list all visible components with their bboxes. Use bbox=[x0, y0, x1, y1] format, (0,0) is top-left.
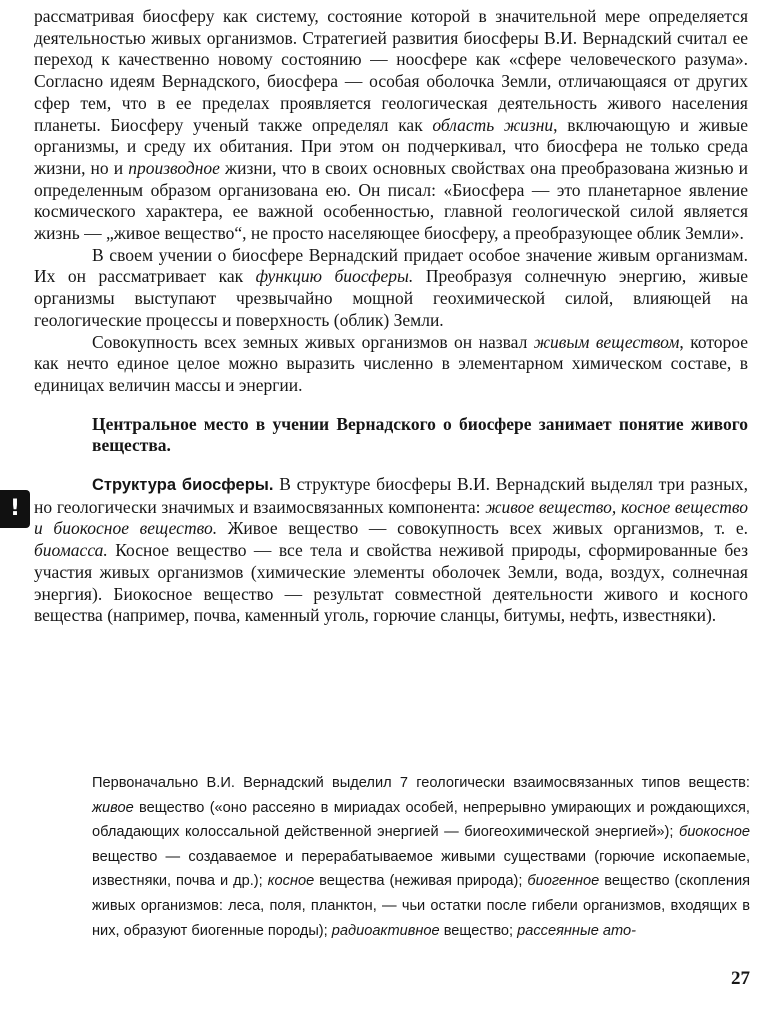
key-statement: Центральное место в учении Вернадского о биосфере занимает понятие живого вещества. bbox=[92, 413, 748, 456]
paragraph-biosphere-structure: Структура биосферы. В структуре биосферы В.И. Вернадский выделял три разных, но геологически значимых и взаимосвязанных компонента: живое вещество, косное вещество и биокосное вещество. Живое вещество — совокупность всех живых организмов, т. е. биомасса. Косное вещество — все тела и свойства неживой природы, сформированные без участия живых организмов (химические элементы оболочек Земли, вода, воздух, солнечная энергия). Биокосное вещество — результат совместной деятельности живого и косного вещества (например, почва, каменный уголь, горючие сланцы, битумы, нефть, известняки). bbox=[34, 474, 748, 626]
note-text: Первоначально В.И. Вернадский выделил 7 геологически взаимосвязанных типов веществ: живое вещество («оно рассеяно в мириадах особей, непрерывно умирающих и рождающихся, обладающих колоссальной действенной энергией — биогеохимической энергией»); биокосное вещество — создаваемое и перерабатываемое живыми существами (горючие ископаемые, известняки, почва и др.); косное вещества (неживая природа); биогенное вещество (скопления живых организмов: леса, поля, планктон, — чьи остатки после гибели организмов, входящих в них, образуют биогенные породы); радиоактивное вещество; рассеянные ато- bbox=[92, 775, 750, 939]
paragraph-living-matter: Совокупность всех земных живых организмов он назвал живым веществом, которое как нечто единое целое можно выразить численно в элементарном химическом составе, в единицах величин массы и энергии. bbox=[34, 331, 748, 395]
section-title: Структура биосферы. bbox=[92, 476, 274, 495]
supplementary-note bbox=[92, 771, 750, 943]
page-number: 27 bbox=[731, 968, 750, 989]
paragraph-biosphere-definition: рассматривая биосферу как систему, состояние которой в значительной мере определяется деятельностью живых организмов. Стратегией развития биосферы В.И. Вернадский считал ее переход к качественно новому состоянию — ноосфере как «сфере человеческого разума». Согласно идеям Вернадского, биосфера — особая оболочка Земли, отличающаяся от других сфер тем, что в ее пределах проявляется геологическая деятельность живого населения планеты. Биосферу ученый также определял как область жизни, включающую и живые организмы, и среду их обитания. При этом он подчеркивал, что биосфера не только среда жизни, но и производное жизни, что в своих основных свойствах она преобразована жизнью и определенным образом организована ею. Он писал: «Биосфера — это планетарное явление космического характера, ее важной особенностью, главной геологической силой является жизнь — „живое вещество“, не просто населяющее биосферу, а преобразующее облик Земли». bbox=[34, 6, 748, 244]
exclamation-marker-icon: ! bbox=[0, 490, 30, 528]
paragraph-living-organisms: В своем учении о биосфере Вернадский придает особое значение живым организмам. Их он рассматривает как функцию биосферы. Преобразуя солнечную энергию, живые организмы выступают чрезвычайно мощной геохимической силой, влияющей на геологические процессы и поверхность (облик) Земли. bbox=[34, 244, 748, 330]
main-text bbox=[34, 6, 748, 627]
